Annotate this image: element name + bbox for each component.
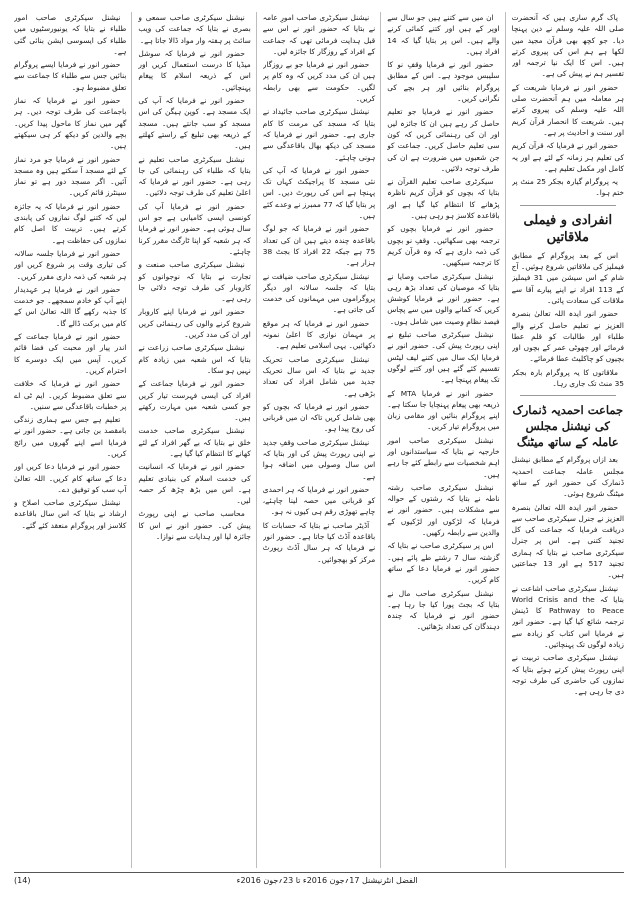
paragraph: نیشنل سیکرٹری صاحب وصایا نے بتایا کہ موصیان کی تعداد بڑھ رہی ہے۔ حضور انور نے فرمایا کوشش کریں کہ کمانے والوں میں سے پچاس فیصد نظامِ وصیت میں شامل ہوں۔ <box>387 271 500 326</box>
paragraph: بعد ازاں پروگرام کے مطابق نیشنل مجلس عاملہ جماعت احمدیہ ڈنمارک کی حضور انور کے ساتھ میٹنگ شروع ہوئی۔ <box>511 455 624 499</box>
paragraph: نیشنل سیکرٹری صاحب زراعت نے بتایا کہ اس شعبہ میں زیادہ کام نہیں ہو سکا۔ <box>138 343 251 375</box>
paragraph: تعلیم ہے جس سے ہماری زندگی بامقصد بن جاتی ہے۔ حضور انور نے فرمایا اسے اپنے گھروں میں رائج کریں۔ <box>13 415 127 458</box>
section-divider <box>520 395 616 396</box>
paragraph: آڈیٹر صاحب نے بتایا کہ حسابات کا باقاعدہ آڈٹ کیا جاتا ہے۔ حضور انور نے فرمایا کہ ہر سال آڈٹ رپورٹ مرکز کو بھجوائیں۔ <box>262 520 376 564</box>
paragraph: حضور انور نے فرمایا کہ بچوں کو بھی شامل کریں تاکہ ان میں قربانی کی روح پیدا ہو۔ <box>262 401 376 434</box>
paragraph: حضور انور نے فرمایا کہ جو لوگ باقاعدہ چندہ دیتے ہیں ان کی تعداد 75 ہے جبکہ 22 افراد کا بجٹ 38 ہزار ہے۔ <box>262 224 376 268</box>
text-column-3 <box>263 12 381 868</box>
paragraph: حضور انور نے فرمایا کہ آپ کی ایک مسجد ہے۔ کوپن ہیگن کی اس مسجد کو سب جانتے ہیں۔ مسجد کے ذریعہ بھی تبلیغ کے راستے کھلتے ہیں۔ <box>138 96 251 151</box>
page-footer <box>14 872 624 887</box>
paragraph: نیشنل سیکرٹری صاحب سمعی و بصری نے بتایا کہ جماعت کی ویب سائٹ پر ہفتہ وار مواد ڈالا جاتا ہے۔ <box>138 13 251 45</box>
section-heading: جماعت احمدیہ ڈنمارک کی نیشنل مجلس عاملہ کے ساتھ میٹنگ <box>512 403 624 450</box>
paragraph: حضور انور نے فرمایا کہ آپ کی نئی مسجد کا پراجیکٹ کہاں تک پہنچا ہے اس کی رپورٹ دیں۔ اس پر بتایا گیا کہ 77 ممبرز نے وعدے کئے ہیں۔ <box>262 165 376 221</box>
paragraph: پاک گرم ساری ہیں کہ آنحضرت صلی اللہ علیہ وسلم نے دین پہنچا دیا۔ جو کچھ بھی قرآن مجید میں لکھا ہے ہم اس کی پیروی کرتے ہیں۔ اس کا ایک نیا ترجمہ اور تفسیر ہم نے پیش کی ہے۔ <box>511 13 624 79</box>
paragraph: حضور انور نے فرمایا کہ انسانیت کی خدمت اسلام کی بنیادی تعلیم ہے۔ اس میں بڑھ چڑھ کر حصہ لیں۔ <box>138 462 251 506</box>
paragraph: نیشنل سیکرٹری صاحب ضیافت نے بتایا کہ جلسہ سالانہ اور دیگر پروگراموں میں مہمانوں کی خدمت کی جاتی ہے۔ <box>262 271 376 315</box>
paragraph: حضور انور نے فرمایا جماعت کے افراد کی ایسی فہرست تیار کریں جو کسی شعبہ میں مہارت رکھتے ہیں۔ <box>138 379 251 423</box>
paragraph: نیشنل سیکرٹری صاحب امور طلباء نے بتایا کہ یونیورسٹیوں میں طلباء کی ایسوسی ایشن بنائی گئی ہے۔ <box>13 13 127 56</box>
paragraph: حضور انور ایدہ اللہ تعالیٰ بنصرہ العزیز نے تعلیم حاصل کرنے والے طلباء اور طالبات کو قلم عطا فرمائے اور چھوٹی عمر کے بچوں اور بچیوں کو چاکلیٹ عطا فرمائے۔ <box>511 309 624 364</box>
paragraph: نیشنل سیکرٹری صاحب امور خارجیہ نے بتایا کہ سیاستدانوں اور اہم شخصیات سے رابطے کئے جا رہے ہیں۔ <box>387 435 500 479</box>
paragraph: نیشنل سیکرٹری صاحب امورِ عامہ نے بتایا کہ حضور انور نے اس سے قبل ہدایت فرمائی تھی کہ جماعت کے افراد کے روزگار کا جائزہ لیں۔ <box>262 13 376 56</box>
paragraph: نیشنل سیکرٹری صاحب اشاعت نے بتایا کہ World Crisis and the Pathway to Peace کا ڈینش ترجمہ شائع کیا گیا ہے۔ حضور انور نے فرمایا اس کتاب کو زیادہ سے زیادہ لوگوں تک پہنچائیں۔ <box>511 583 624 650</box>
paragraph: حضور انور نے فرمایا کہ ہر احمدی کو قربانی میں حصہ لینا چاہئے، چاہے تھوڑی رقم ہی کیوں نہ ہو۔ <box>262 484 376 517</box>
paragraph: حضور انور نے فرمایا اپنے کاروبار شروع کرنے والوں کی رہنمائی کریں اور ان کی مدد کریں۔ <box>138 307 251 340</box>
paragraph: حضورِ انور نے فرمایا شریعت کے ہر معاملہ میں ہم آنحضرت صلی اللہ علیہ وسلم کی پیروی کرتے ہیں۔ شریعت کا انحصار قرآن کریم اور سنت و احادیث پر ہے۔ <box>511 82 624 137</box>
text-column-1 <box>512 12 624 868</box>
paragraph: حضور انور نے فرمایا کہ قرآن کریم کی تعلیم ہر زمانہ کے لئے ہے اور یہ کامل اور مکمل تعلیم ہے۔ <box>511 141 624 173</box>
section-divider <box>520 205 616 206</box>
paragraph: حضور انور نے فرمایا کہ ہر موقع پر مہمان نوازی کا اعلیٰ نمونہ دکھائیں۔ یہی اسلامی تعلیم ہے۔ <box>262 318 376 351</box>
paragraph: نیشنل سیکرٹری صاحب صنعت و تجارت نے بتایا کہ نوجوانوں کو کاروبار کی طرف توجہ دلائی جا رہی ہے۔ <box>138 260 251 304</box>
paragraph: حضور انور نے فرمایا کہ نماز باجماعت کی طرف توجہ دیں۔ ہر گھر میں نماز کا ماحول پیدا کریں۔ بچے والدین کو دیکھ کر ہی سیکھتے ہیں۔ <box>13 96 127 151</box>
paragraph: حضور انور نے فرمایا ہر عہدیدار اپنے آپ کو خادم سمجھے۔ جو خدمت کا جذبہ رکھے گا اللہ تعالیٰ اس کے کام میں برکت ڈالے گا۔ <box>13 284 127 328</box>
paragraph: حضور انور نے فرمایا بچوں کو ترجمہ بھی سکھائیں۔ وقفِ نو بچوں کی ذمہ داری ہے کہ وہ قرآن کریم کا ترجمہ سیکھیں۔ <box>387 224 500 268</box>
paragraph: حضور انور نے فرمایا جو بے روزگار ہیں ان کی مدد کریں کہ وہ کام پر لگیں۔ حکومت سے بھی رابطہ کریں۔ <box>262 60 376 104</box>
paragraph: ان میں سے کتنے ہیں جو سال سے اوپر کے ہیں اور کتنے کمائی کرنے والے ہیں۔ اس پر بتایا گیا کہ 14 افراد ہیں۔ <box>387 13 500 56</box>
paragraph: حضور انور نے فرمایا کہ خلافت سے تعلق مضبوط کریں۔ ایم ٹی اے پر خطبات باقاعدگی سے سنیں۔ <box>13 379 127 411</box>
paragraph: حضور انور نے فرمایا جلسہ سالانہ کی تیاری وقت پر شروع کریں اور ہر شعبہ کی ذمہ داری مقرر کریں۔ <box>13 248 127 281</box>
paragraph: حضور انور نے فرمایا MTA کے ذریعہ بھی پیغام پہنچایا جا سکتا ہے۔ اپنے پروگرام بنائیں اور مقامی زبان میں پروگرام تیار کریں۔ <box>387 388 500 432</box>
text-column-5 <box>14 12 132 868</box>
paragraph: حضور انور نے فرمایا کہ سوشل میڈیا کا درست استعمال کریں اور اس کے ذریعہ اسلام کا پیغام پہنچائیں۔ <box>138 48 251 92</box>
paragraph: سیکرٹری صاحب تعلیم القرآن نے بتایا کہ بچوں کو قرآن کریم ناظرہ پڑھانے کا انتظام کیا گیا ہے اور باقاعدہ کلاسز ہو رہی ہیں۔ <box>387 177 500 221</box>
paragraph: حضور انور نے فرمایا جو تعلیم حاصل کر رہے ہیں ان کا جائزہ لیں اور ان کی رہنمائی کریں کہ کون سی تعلیم حاصل کریں۔ جماعت کو جن شعبوں میں ضرورت ہے ان کی طرف توجہ دلائیں۔ <box>387 107 500 173</box>
paragraph: حضور انور نے فرمایا کہ یہ جائزہ لیں کہ کتنے لوگ نمازوں کی پابندی کرتے ہیں۔ تربیت کا اصل کام نمازوں کی حفاظت ہے۔ <box>13 201 127 245</box>
paragraph: نیشنل سیکرٹری صاحب مال نے بتایا کہ بجٹ پورا کیا جا رہا ہے۔ حضور انور نے فرمایا کہ چندہ دہندگان کی تعداد بڑھائیں۔ <box>387 588 500 632</box>
paragraph: حضور انور نے فرمایا ایسے پروگرام بنائیں جس سے طلباء کا جماعت سے تعلق مضبوط ہو۔ <box>13 60 127 92</box>
paragraph: حضور انور نے فرمایا وقفِ نو کا سلیبس موجود ہے۔ اس کے مطابق پروگرام بنائیں اور ہر بچے کی نگرانی کریں۔ <box>387 60 500 104</box>
newspaper-page <box>14 12 624 868</box>
paragraph: حضور انور نے فرمایا آپ کی کونسی ایسی کامیابی ہے جو اس سال ہوئی ہے۔ حضور انور نے فرمایا کہ ہر شعبہ کو اپنا ٹارگٹ مقرر کرنا چاہئے۔ <box>138 201 251 256</box>
paragraph: یہ پروگرام گیارہ بجکر 25 منٹ پر ختم ہوا۔ <box>511 177 624 198</box>
paragraph: نیشنل سیکرٹری صاحب جائیداد نے بتایا کہ مسجد کی مرمت کا کام جاری ہے۔ حضور انور نے فرمایا کہ مسجد کی دیکھ بھال باقاعدگی سے ہونی چاہئے۔ <box>262 107 376 162</box>
paragraph: حضور انور نے فرمایا جماعت کے اندر پیار اور محبت کی فضا قائم کریں۔ آپس میں ایک دوسرے کا احترام کریں۔ <box>13 332 127 375</box>
text-column-4 <box>138 12 256 868</box>
paragraph: نیشنل سیکرٹری صاحب تبلیغ نے اپنی رپورٹ پیش کی۔ حضور انور نے فرمایا ایک سال میں کتنے لیف لیٹس تقسیم کئے گئے ہیں اور کتنے لوگوں تک پیغام پہنچا ہے۔ <box>387 330 500 385</box>
text-column-2 <box>387 12 505 868</box>
paragraph: حضور انور ایدہ اللہ تعالیٰ بنصرہ العزیز نے جنرل سیکرٹری صاحب سے دریافت فرمایا کہ جماعت کی کل تجنید کتنی ہے۔ اس پر جنرل سیکرٹری صاحب نے بتایا کہ ہماری تجنید 517 ہے اور 13 جماعتیں ہیں۔ <box>511 502 624 580</box>
masthead-date: الفضل انٹرنیشنل 17؍جون 2016ء تا 23؍جون 2016ء <box>236 875 418 885</box>
paragraph: حضور انور نے فرمایا دعا کریں اور دعا کے ساتھ کام کریں۔ اللہ تعالیٰ آپ سب کو توفیق دے۔ <box>13 462 127 494</box>
paragraph: اس پر سیکرٹری صاحب نے بتایا کہ گزشتہ سال 7 رشتے طے پائے ہیں۔ حضور انور نے فرمایا دعا کے ساتھ کام کریں۔ <box>387 541 500 585</box>
page-number: (14) <box>14 875 31 885</box>
paragraph: نیشنل سیکرٹری صاحب تعلیم نے بتایا کہ طلباء کی رہنمائی کی جا رہی ہے۔ حضور انور نے فرمایا کہ اعلیٰ تعلیم کی طرف توجہ دلائیں۔ <box>138 154 251 198</box>
paragraph: نیشنل سیکرٹری صاحب اصلاح و ارشاد نے بتایا کہ اس سال باقاعدہ کلاسز اور پروگرام منعقد کئے گئے۔ <box>13 498 127 530</box>
paragraph: نیشنل سیکرٹری صاحب تربیت نے اپنی رپورٹ پیش کرتے ہوئے بتایا کہ نمازوں کی حاضری کی طرف توجہ دی جا رہی ہے۔ <box>511 653 624 697</box>
paragraph: نیشنل سیکرٹری صاحب رشتہ ناطہ نے بتایا کہ رشتوں کے حوالہ سے مشکلات ہیں۔ حضور انور نے فرمایا کہ لڑکوں اور لڑکیوں کے والدین سے رابطہ رکھیں۔ <box>387 482 500 538</box>
paragraph: نیشنل سیکرٹری صاحب وقفِ جدید نے اپنی رپورٹ پیش کی اور بتایا کہ اس سال وصولی میں اضافہ ہوا ہے۔ <box>262 437 376 481</box>
paragraph: اس کے بعد پروگرام کے مطابق فیملیز کی ملاقاتیں شروع ہوئیں۔ آج شام کے اس سیشن میں 31 فیملیز کے 113 افراد نے اپنے پیارے آقا سے ملاقات کی سعادت پائی۔ <box>511 250 624 305</box>
paragraph: محاسب صاحب نے اپنی رپورٹ پیش کی۔ حضور انور نے اس کا جائزہ لیا اور ہدایات سے نوازا۔ <box>138 509 251 542</box>
paragraph: حضور انور نے فرمایا جو مرد نماز کے لئے مسجد آ سکتے ہیں وہ مسجد آئیں۔ اگر مسجد دور ہے تو نماز سینٹرز قائم کریں۔ <box>13 154 127 198</box>
paragraph: ملاقاتوں کا یہ پروگرام بارہ بجکر 35 منٹ تک جاری رہا۔ <box>511 367 624 389</box>
section-heading: انفرادی و فیملی ملاقاتیں <box>523 212 613 245</box>
paragraph: نیشنل سیکرٹری صاحب تحریک جدید نے بتایا کہ اس سال تحریک جدید میں شامل افراد کی تعداد بڑھی ہے۔ <box>262 354 376 398</box>
paragraph: نیشنل سیکرٹری صاحب خدمت خلق نے بتایا کہ بے گھر افراد کے لئے کھانے کا انتظام کیا گیا ہے۔ <box>138 426 251 458</box>
